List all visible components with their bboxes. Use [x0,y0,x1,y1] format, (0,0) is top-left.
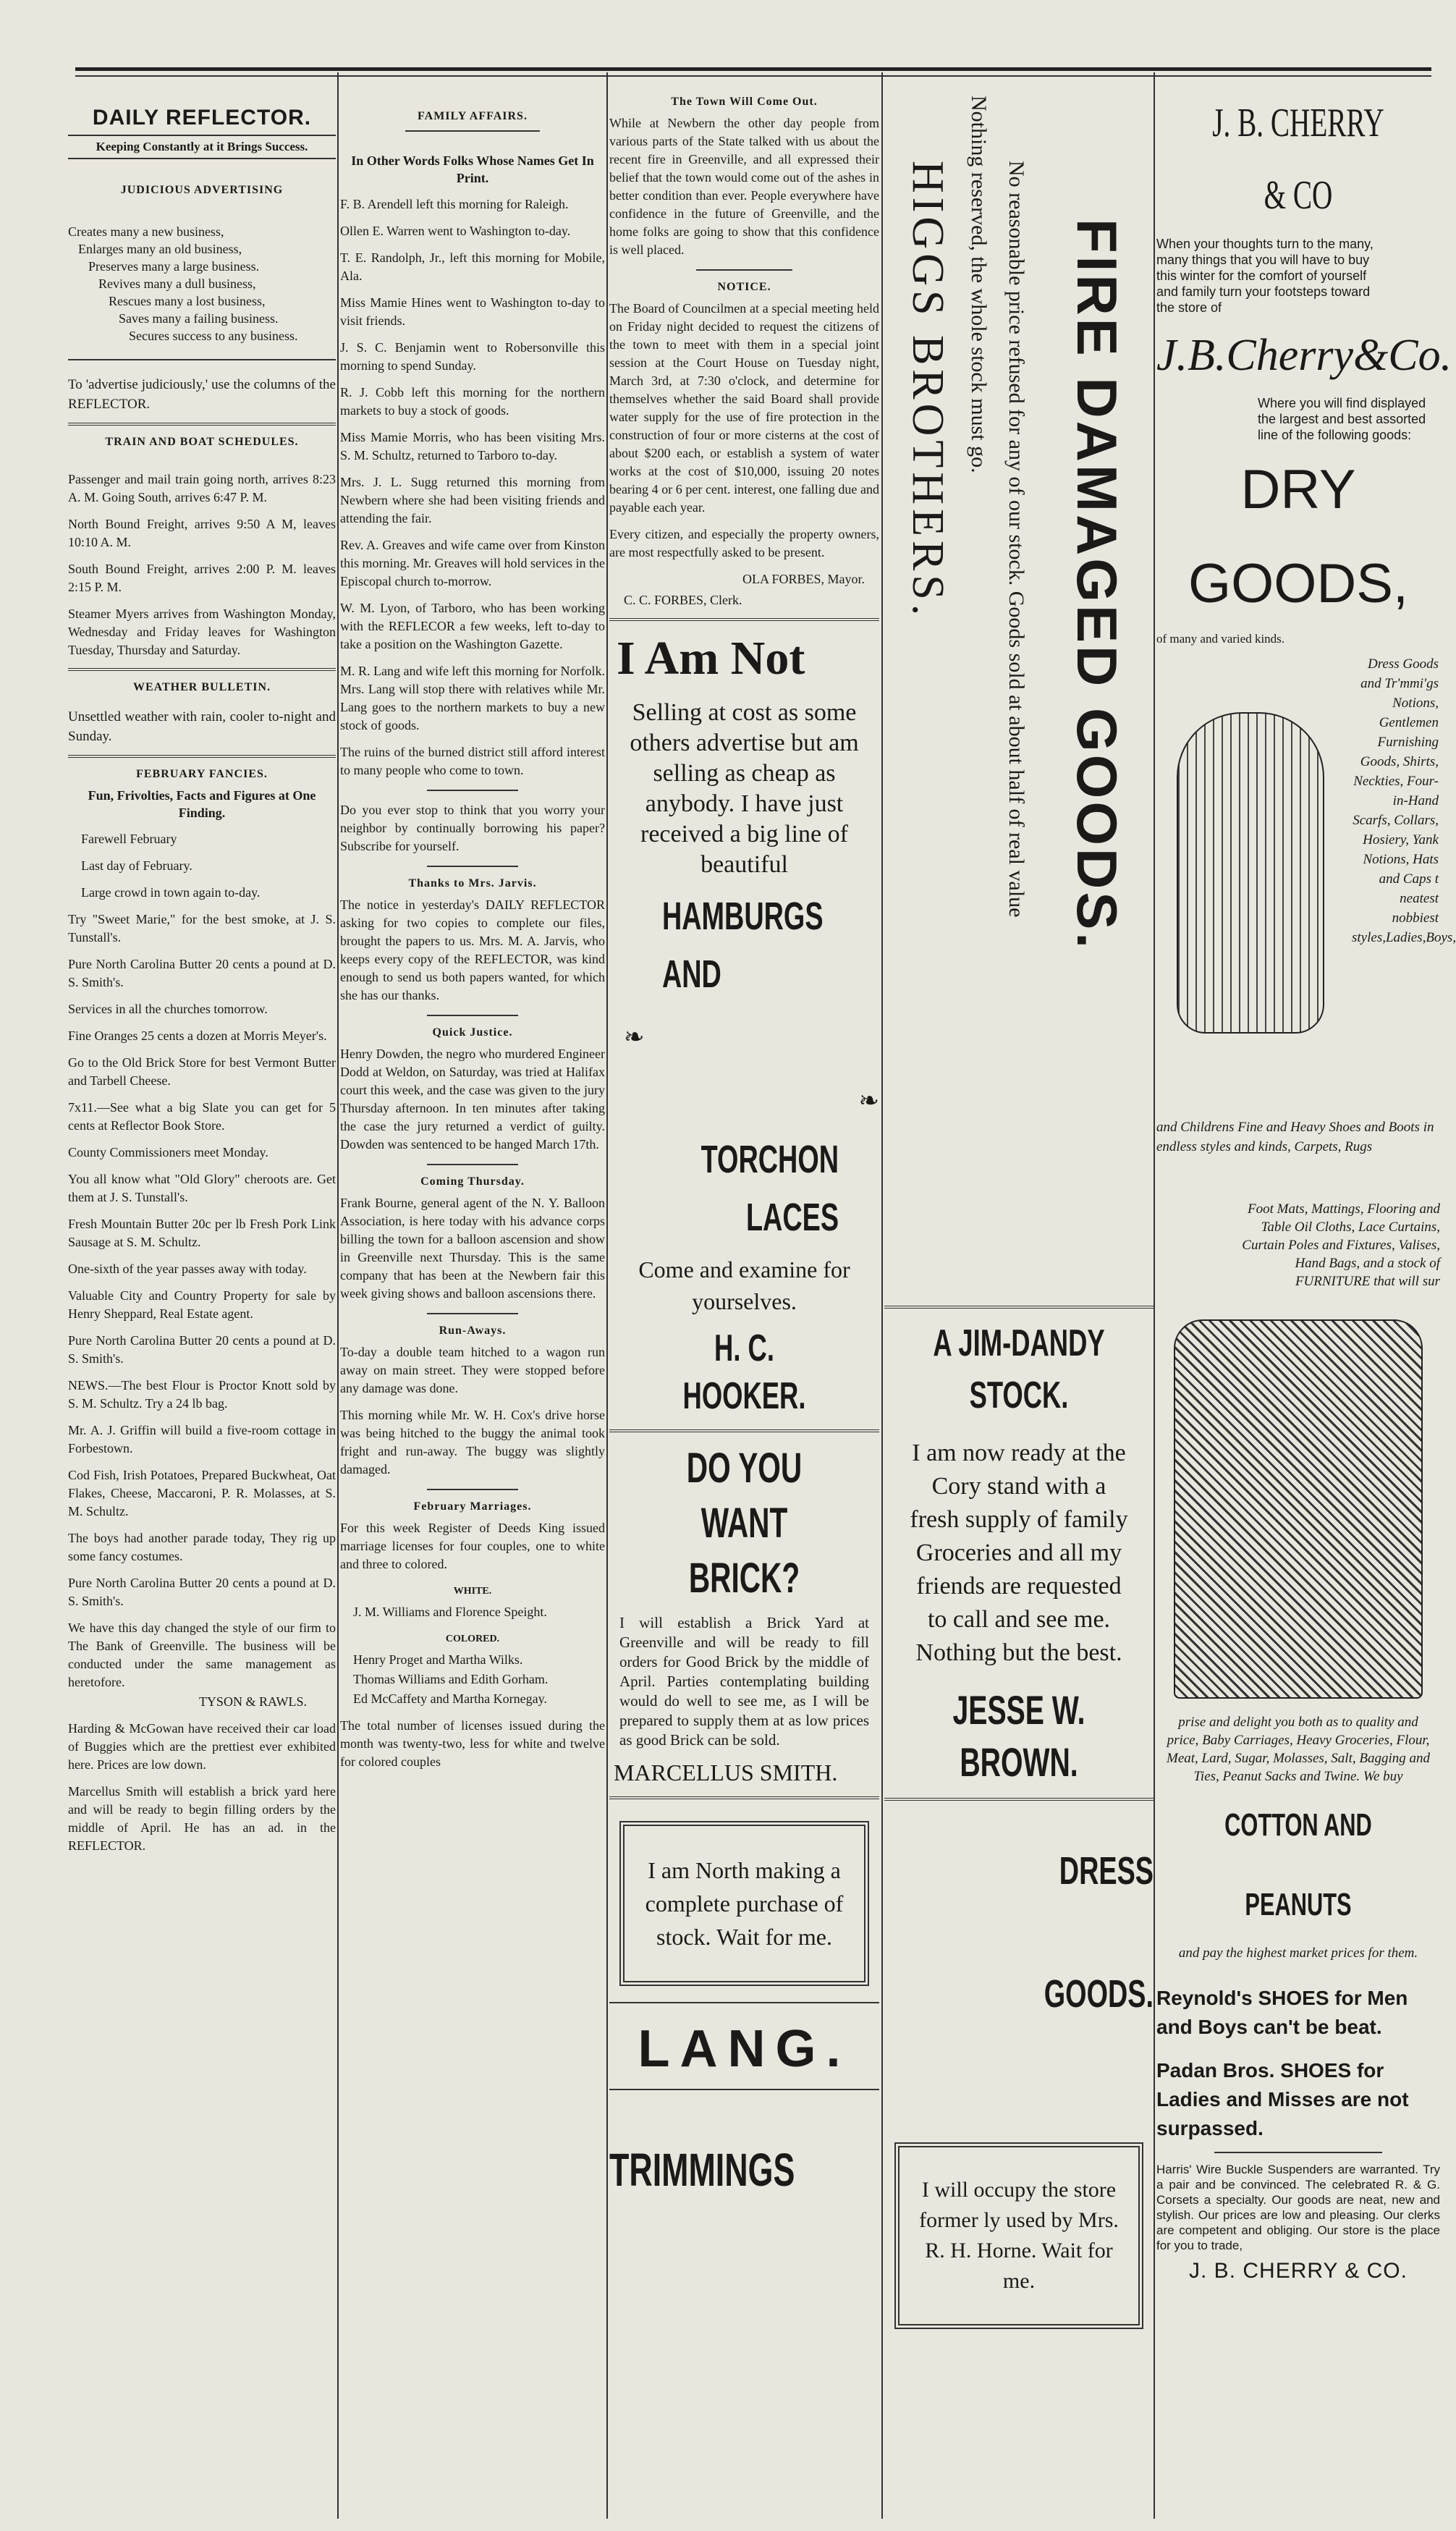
family-items [340,195,605,855]
cherry-script-name: J.B.Cherry&Co. [1156,331,1452,380]
notice-heading: NOTICE. [717,281,771,293]
brief-item: Farewell February [81,832,177,846]
divider [68,668,336,671]
divider [609,2089,879,2090]
goods-side-list: Dress Goods and Tr'mmi'gs Notions, Gentlemen Furnishing Goods, Shirts, Neckties, Four-in-Hand Scarfs, Collars, Hosiery, Yank Notions, Hats and Caps t neatest nobbiest styles,Ladies,Boys, [1352,656,1456,945]
brief-item: Mr. A. J. Griffin will build a five-room cottage in Forbestown. [68,1423,336,1455]
dress-goods-line [884,1809,1154,2055]
divider [427,1015,518,1016]
jim-name: JESSE W. BROWN. [952,1687,1085,1785]
hamburgs-label: HAMBURGS AND [661,895,824,996]
justice-text: Henry Dowden, the negro who murdered Engineer Dodd at Weldon, on Saturday, was tried at Halifax court this week, and the case was given to the jury Thursday afternoon. In ten minutes after taking the case the jury returned a verdict of guilty. Dowden was sentenced to be hanged March 17th. [340,1047,605,1152]
column-5 [1156,81,1456,2527]
brief-item: Last day of February. [81,858,192,873]
white-couple: J. M. Williams and Florence Speight. [353,1605,547,1619]
brief-item: Go to the Old Brick Store for best Vermont Butter and Tarbell Cheese. [68,1055,336,1088]
divider [427,1164,518,1165]
scroll-ornament-icon: ❧ [624,1024,645,1051]
lang-label: LANG. [638,2020,851,2078]
judicious-line: Saves many a failing business. [119,311,279,326]
coming-heading: Coming Thursday. [420,1175,525,1188]
train-item: South Bound Freight, arrives 2:00 P. M. leaves 2:15 P. M. [68,562,336,594]
colored-couple: Henry Proget and Martha Wilks. [353,1652,523,1667]
higgs-note-2: Nothing reserved, the whole stock must go. [967,96,991,473]
cotton-peanuts: COTTON AND PEANUTS [1224,1807,1372,1922]
news-item: Miss Mamie Hines went to Washington to-day to visit friends. [340,295,605,328]
brief-item: Pure North Carolina Butter 20 cents a pound at D. S. Smith's. [68,1576,336,1608]
divider [427,1489,518,1490]
notice-signature: OLA FORBES, Mayor. [742,572,865,586]
mats-furniture: Foot Mats, Mattings, Flooring and Table Oil Cloths, Lace Curtains, Curtain Poles and Fixtures, Valises, Hand Bags, and a stock of FURNITURE that will sur [1242,1201,1440,1289]
feb-items [68,830,336,1855]
brief-item: Marcellus Smith will establish a brick yard here and will be ready to begin filling orders by the middle of April. He has an ad. in the REFLECTOR. [68,1784,336,1853]
brief-item: Pure North Carolina Butter 20 cents a pound at D. S. Smith's. [68,1333,336,1366]
brown-ad [884,1317,1154,1789]
torchon-line [609,1067,879,1246]
brief-item: You all know what "Old Glory" cheroots are. Get them at J. S. Tunstall's. [68,1172,336,1204]
column-rule-3 [881,72,883,2519]
notice-text: Every citizen, and especially the property owners, are most respectfully asked to be present. [609,527,879,559]
weather-text: Unsettled weather with rain, cooler to-night and Sunday. [68,709,336,744]
brick-text: I will establish a Brick Yard at Greenville and will be ready to fill orders for Good Brick by the middle of April. Parties contemplating building would do well to see me, as I will be prepared to supply them at as low prices as good Brick can be sold. [619,1614,869,1749]
reynold-text: Reynold's SHOES for Men and Boys can't be beat. [1156,1987,1408,2038]
brief-item: County Commissioners meet Monday. [68,1145,268,1159]
divider [609,618,879,621]
marriages-total: The total number of licenses issued during the month was twenty-two, less for white and twelve for colored couples [340,1718,605,1769]
news-item: W. M. Lyon, of Tarboro, who has been working with the REFLECOR a few weeks, left to-day to take a position on the Washington Gazette. [340,601,605,651]
feb-heading: FEBRUARY FANCIES. [136,768,268,780]
jarvis-text: The notice in yesterday's DAILY REFLECTOR asking for two copies to complete our files, brought the papers to us. Mrs. M. A. Jarvis, who keeps every copy of the REFLECTOR, was kind enough to send us both papers wanted, for which she has our thanks. [340,897,605,1002]
town-heading: The Town Will Come Out. [671,96,818,108]
north-box-text: I am North making a complete purchase of stock. Wait for me. [645,1857,844,1950]
divider [405,130,540,132]
divider [68,423,336,426]
judicious-line: Creates many a new business, [68,224,224,239]
colored-label: COLORED. [445,1634,500,1644]
news-item: F. B. Arendell left this morning for Raleigh. [340,197,569,211]
brief-item: Fresh Mountain Butter 20c per lb Fresh Pork Link Sausage at S. M. Schultz. [68,1217,336,1249]
feb-subheading: Fun, Frivolties, Facts and Figures at One Finding. [88,788,316,820]
brief-item: Harding & McGowan have received their car load of Buggies which are the prettiest ever exhibited here. Prices are low down. [68,1721,336,1772]
brief-item: Valuable City and Country Property for sale by Henry Sheppard, Real Estate agent. [68,1288,336,1321]
column-rule-1 [337,72,339,2519]
brief-item: Cod Fish, Irish Potatoes, Prepared Buckwheat, Oat Flakes, Cheese, Maccaroni, P. R. Molasses, at S. M. Schultz. [68,1468,336,1518]
top-rule-thin [75,75,1431,77]
scroll-ornament-icon: ❧ [858,1088,879,1115]
higgs-brothers: HIGGS BROTHERS. [903,161,952,620]
cherry-where: Where you will find displayed the largest and best assorted line of the following goods: [1258,396,1426,442]
goods-block [1156,654,1456,1117]
signature: TYSON & RAWLS. [198,1694,307,1709]
many-kinds: of many and varied kinds. [1156,632,1285,646]
jim-text: I am now ready at the Cory stand with a fresh supply of family Groceries and all my friends are requested to call and see me. Nothing but the best. [910,1440,1128,1666]
advertise-note: To 'advertise judiciously,' use the columns of the REFLECTOR. [68,377,336,412]
brick-ad [609,1441,879,1788]
come-examine: Come and examine for yourselves. [638,1256,850,1314]
judicious-heading: JUDICIOUS ADVERTISING [120,184,284,196]
cherry-title-line [1156,87,1440,232]
news-item: Miss Mamie Morris, who has been visiting Mrs. S. M. Schultz, returned to Tarboro to-day. [340,430,605,462]
harris-text: Harris' Wire Buckle Suspenders are warranted. Try a pair and be convinced. The celebrated R. & G. Corsets a specialty. Our goods are neat, new and stylish. Our prices are low and pleasing. Our clerks are competent and obliging. Our store is the place for you to trade, [1156,2163,1440,2252]
top-rule [75,67,1431,71]
prise-text: prise and delight you both as to quality and price, Baby Carriages, Heavy Groceries, Flour, Meat, Lard, Sugar, Molasses, Salt, Bagging and Ties, Peanut Sacks and Twine. We buy [1167,1715,1430,1784]
brief-item: Fine Oranges 25 cents a dozen at Morris Meyer's. [68,1028,327,1043]
brick-title [609,1441,879,1606]
fire-damaged-goods [1057,219,1138,951]
cherry-title: J. B. CHERRY & CO [1212,101,1384,218]
brief-item: We have this day changed the style of our firm to The Bank of Greenville. The business will be conducted under the same management as heretofore. [68,1621,336,1689]
divider [427,790,518,791]
hamburgs-line [609,887,879,1067]
brief-item: NEWS.—The best Flour is Proctor Knott sold by S. M. Schultz. Try a 24 lb bag. [68,1378,336,1411]
train-item: Steamer Myers arrives from Washington Monday, Wednesday and Friday leaves for Washington Tuesday, Thursday and Saturday. [68,607,336,657]
brief-item: 7x11.—See what a big Slate you can get for 5 cents at Reflector Book Store. [68,1100,336,1133]
news-item: J. S. C. Benjamin went to Robersonville this morning to spend Sunday. [340,340,605,373]
hooker-name: H. C. HOOKER. [682,1327,806,1417]
train-heading: TRAIN AND BOAT SCHEDULES. [105,436,299,448]
brief-item: Large crowd in town again to-day. [81,885,261,900]
jim-dandy-heading: A JIM-DANDY STOCK. [933,1322,1105,1416]
news-item: The ruins of the burned district still afford interest to many people who come to town. [340,745,605,777]
trimmings-line [609,2097,879,2221]
fire-damaged-label: FIRE DAMAGED GOODS. [1065,219,1129,952]
divider [884,1306,1154,1309]
dry-goods: DRY GOODS, [1188,459,1409,614]
hooker-ad-title: I Am Not [617,632,805,685]
masthead-subtitle: Keeping Constantly at it Brings Success. [68,135,336,159]
family-heading: FAMILY AFFAIRS. [418,110,528,122]
judicious-line: Enlarges many an old business, [78,242,242,256]
jim-signature [884,1684,1154,1789]
divider [884,1798,1154,1801]
cherry-intro: When your thoughts turn to the many, many things that you will have to buy this winter for the comfort of yourself and family turn your footsteps toward the store of [1156,237,1374,315]
train-item: North Bound Freight, arrives 9:50 A M, leaves 10:10 A. M. [68,517,336,549]
cherry-footer: J. B. CHERRY & CO. [1189,2259,1408,2283]
brick-heading: DO YOU WANT BRICK? [686,1445,803,1602]
masthead: DAILY REFLECTOR. [92,106,312,130]
brick-signature: MARCELLUS SMITH. [614,1759,838,1786]
jarvis-heading: Thanks to Mrs. Jarvis. [408,877,537,890]
justice-heading: Quick Justice. [432,1026,513,1039]
divider [427,866,518,867]
cotton-peanuts-line [1156,1786,1440,1945]
divider [609,1796,879,1799]
notice-clerk: C. C. FORBES, Clerk. [624,593,742,607]
brief-item: Services in all the churches tomorrow. [68,1002,268,1016]
higgs-ad [884,81,1154,1297]
coming-text: Frank Bourne, general agent of the N. Y. Balloon Association, is here today with his advance corps billing the town for a balloon ascension and show in Greenville next Thursday. This is the same company that has been at the Newbern fair this week giving shows and balloon ascensions there. [340,1196,605,1301]
colored-couple: Thomas Williams and Edith Gorham. [353,1672,549,1686]
judicious-lines [68,223,336,345]
town-text: While at Newbern the other day people from various parts of the State talked with us about the recent fire in Greenville, and all expressed their belief that the town would come out of the ashes in better condition than ever. People everywhere have confidence in the future of Greenville, and the home folks are going to show that this confidence is well placed. [609,116,879,257]
family-subheading: In Other Words Folks Whose Names Get In Print. [351,153,594,185]
train-item: Passenger and mail train going north, arrives 8:23 A. M. Going South, arrives 6:47 P. M. [68,472,336,504]
column-4 [884,81,1154,2527]
brief-item: Try "Sweet Marie," for the best smoke, at J. S. Tunstall's. [68,912,336,945]
column-rule-4 [1154,72,1155,2519]
padan-text: Padan Bros. SHOES for Ladies and Misses are not surpassed. [1156,2059,1409,2139]
train-schedules [68,470,336,659]
hooker-ad-text: Selling at cost as some others advertise but am selling as cheap as anybody. I have just received a big line of beautiful [630,699,859,878]
runaways-text: This morning while Mr. W. H. Cox's drive horse was being hitched to the buggy the animal took fright and run-away. The buggy was slightly damaged. [340,1408,605,1476]
divider [1214,2152,1382,2153]
corset-illustration [1177,712,1324,1034]
hooker-signature [609,1324,879,1421]
jim-dandy [884,1317,1154,1422]
judicious-line: Rescues many a lost business, [109,294,266,308]
marriages-text: For this week Register of Deeds King issued marriage licenses for four couples, one to white and three to colored. [340,1521,605,1571]
judicious-line: Secures success to any business. [129,329,298,343]
occupy-box-ad [894,2142,1143,2329]
brief-item: One-sixth of the year passes away with today. [68,1262,307,1276]
pay-text: and pay the highest market prices for them. [1178,1945,1418,1961]
divider [609,2002,879,2003]
brief-item: The boys had another parade today, They rig up some fancy costumes. [68,1531,336,1563]
divider [68,755,336,758]
marriages-heading: February Marriages. [413,1500,532,1513]
occupy-box-text: I will occupy the store former ly used by Mrs. R. H. Horne. Wait for me. [919,2178,1119,2293]
runaways-text: To-day a double team hitched to a wagon run away on main street. They were stopped before any damage was done. [340,1345,605,1395]
news-item: Mrs. J. L. Sugg returned this morning from Newbern where she had been visiting friends and attending the fair. [340,475,605,525]
news-item: R. J. Cobb left this morning for the northern markets to buy a stock of goods. [340,385,605,418]
white-label: WHITE. [453,1586,492,1597]
column-1 [68,81,336,2527]
north-box-ad [619,1821,869,1986]
divider [427,1313,518,1314]
runaways-heading: Run-Aways. [439,1324,507,1337]
weather-heading: WEATHER BULLETIN. [132,681,271,693]
news-item: Ollen E. Warren went to Washington to-day. [340,224,571,238]
judicious-line: Preserves many a large business. [88,259,260,274]
dress-goods-label: DRESS GOODS. [1044,1849,1154,2016]
rocking-chair-illustration [1174,1319,1423,1699]
column-2 [340,81,605,2527]
higgs-note-1: No reasonable price refused for any of our stock. Goods sold at about half of real value [1004,161,1028,918]
judicious-line: Revives many a dull business, [98,276,256,291]
children-shoes: and Childrens Fine and Heavy Shoes and Boots in endless styles and kinds, Carpets, Rugs [1156,1120,1434,1154]
column-rule-2 [606,72,608,2519]
hooker-ad [609,630,879,1421]
news-item: M. R. Lang and wife left this morning for Norfolk. Mrs. Lang will stop there with relatives while Mr. Lang goes to the northern markets to buy a new stock of goods. [340,664,605,732]
column-3 [609,81,879,2527]
colored-couple: Ed McCaffety and Martha Kornegay. [353,1691,547,1706]
news-item: Do you ever stop to think that you worry your neighbor by continually borrowing his paper? Subscribe for yourself. [340,803,605,853]
notice-text: The Board of Councilmen at a special meeting held on Friday night decided to request the citizens of the town to meet with them in a special joint session at the Court House on Tuesday night, March 3rd, at 7:30 o'clock, and determine for themselves whether the said Board shall provide water supply for the use of fire protection in the construction of four or more cisterns at the cost of about $200 each, or establish a system of water works at the cost of $10,000, issuing 20 notes bearing 4 or 6 per cent. interest, one falling due and payable each year. [609,301,879,515]
divider [696,269,792,271]
divider [609,1429,879,1432]
trimmings-label: TRIMMINGS [609,2144,795,2196]
divider [68,359,336,360]
news-item: Rev. A. Greaves and wife came over from Kinston this morning. Mr. Greaves will hold services in the Episcopal church to-morrow. [340,538,605,588]
news-item: T. E. Randolph, Jr., left this morning for Mobile, Ala. [340,250,605,283]
torchon-label: TORCHON LACES [701,1138,839,1239]
brief-item: Pure North Carolina Butter 20 cents a pound at D. S. Smith's. [68,957,336,989]
